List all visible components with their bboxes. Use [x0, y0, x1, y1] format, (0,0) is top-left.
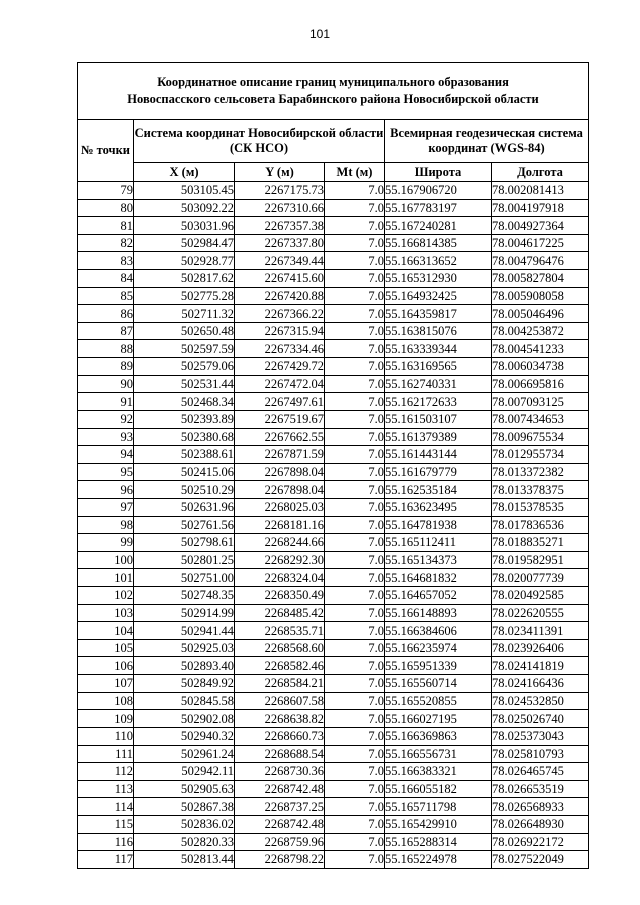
longitude-cell: 78.005827804 — [492, 270, 589, 288]
x-coordinate-cell: 503092.22 — [134, 199, 235, 217]
point-number-cell: 104 — [78, 622, 134, 640]
mt-value-cell: 7.0 — [325, 851, 385, 869]
point-number-cell: 93 — [78, 428, 134, 446]
longitude-cell: 78.013372382 — [492, 463, 589, 481]
point-number-cell: 92 — [78, 410, 134, 428]
table-row — [78, 410, 589, 428]
y-coordinate-cell: 2268742.48 — [235, 815, 325, 833]
y-coordinate-cell: 2268485.42 — [235, 604, 325, 622]
x-coordinate-cell: 502468.34 — [134, 393, 235, 411]
point-number-cell: 103 — [78, 604, 134, 622]
point-number-cell: 88 — [78, 340, 134, 358]
table-row — [78, 322, 589, 340]
x-coordinate-cell: 502942.11 — [134, 763, 235, 781]
x-coordinate-cell: 502902.08 — [134, 710, 235, 728]
longitude-cell: 78.004617225 — [492, 234, 589, 252]
table-row — [78, 569, 589, 587]
mt-value-cell: 7.0 — [325, 270, 385, 288]
table-row — [78, 622, 589, 640]
table-row — [78, 182, 589, 200]
mt-value-cell: 7.0 — [325, 217, 385, 235]
longitude-cell: 78.007434653 — [492, 410, 589, 428]
latitude-cell: 55.166055182 — [385, 780, 492, 798]
longitude-cell: 78.007093125 — [492, 393, 589, 411]
table-row — [78, 710, 589, 728]
latitude-cell: 55.165951339 — [385, 657, 492, 675]
latitude-cell: 55.163623495 — [385, 498, 492, 516]
point-number-cell: 107 — [78, 675, 134, 693]
mt-value-cell: 7.0 — [325, 463, 385, 481]
longitude-cell: 78.004197918 — [492, 199, 589, 217]
longitude-cell: 78.017836536 — [492, 516, 589, 534]
y-coordinate-cell: 2268688.54 — [235, 745, 325, 763]
longitude-cell: 78.026922172 — [492, 833, 589, 851]
y-coordinate-cell: 2267871.59 — [235, 446, 325, 464]
table-row — [78, 463, 589, 481]
x-coordinate-cell: 502940.32 — [134, 727, 235, 745]
latitude-cell: 55.167783197 — [385, 199, 492, 217]
mt-value-cell: 7.0 — [325, 428, 385, 446]
latitude-cell: 55.162740331 — [385, 375, 492, 393]
longitude-cell: 78.025373043 — [492, 727, 589, 745]
mt-value-cell: 7.0 — [325, 287, 385, 305]
longitude-cell: 78.019582951 — [492, 551, 589, 569]
table-row — [78, 375, 589, 393]
coordinates-table — [77, 62, 589, 869]
longitude-cell: 78.026465745 — [492, 763, 589, 781]
point-number-cell: 116 — [78, 833, 134, 851]
point-number-cell: 95 — [78, 463, 134, 481]
table-title — [78, 63, 589, 120]
mt-value-cell: 7.0 — [325, 534, 385, 552]
longitude-cell: 78.020492585 — [492, 587, 589, 605]
table-row — [78, 252, 589, 270]
y-coordinate-cell: 2268737.25 — [235, 798, 325, 816]
longitude-cell: 78.013378375 — [492, 481, 589, 499]
table-row — [78, 780, 589, 798]
x-coordinate-cell: 502836.02 — [134, 815, 235, 833]
latitude-cell: 55.166814385 — [385, 234, 492, 252]
x-coordinate-cell: 502388.61 — [134, 446, 235, 464]
mt-value-cell: 7.0 — [325, 234, 385, 252]
table-row — [78, 305, 589, 323]
y-coordinate-cell: 2267366.22 — [235, 305, 325, 323]
y-coordinate-cell: 2267497.61 — [235, 393, 325, 411]
latitude-cell: 55.164657052 — [385, 587, 492, 605]
mt-value-cell: 7.0 — [325, 675, 385, 693]
y-coordinate-cell: 2268742.48 — [235, 780, 325, 798]
x-coordinate-cell: 502798.61 — [134, 534, 235, 552]
point-number-cell: 90 — [78, 375, 134, 393]
longitude-cell: 78.023926406 — [492, 639, 589, 657]
latitude-cell: 55.161503107 — [385, 410, 492, 428]
mt-value-cell: 7.0 — [325, 657, 385, 675]
mt-value-cell: 7.0 — [325, 639, 385, 657]
x-coordinate-cell: 502813.44 — [134, 851, 235, 869]
point-number-cell: 82 — [78, 234, 134, 252]
table-row — [78, 516, 589, 534]
point-number-cell: 80 — [78, 199, 134, 217]
y-coordinate-cell: 2267472.04 — [235, 375, 325, 393]
x-coordinate-cell: 502893.40 — [134, 657, 235, 675]
point-number-cell: 81 — [78, 217, 134, 235]
latitude-cell: 55.166383321 — [385, 763, 492, 781]
mt-value-cell: 7.0 — [325, 446, 385, 464]
latitude-cell: 55.165134373 — [385, 551, 492, 569]
y-coordinate-cell: 2268660.73 — [235, 727, 325, 745]
mt-value-cell: 7.0 — [325, 305, 385, 323]
point-number-cell: 84 — [78, 270, 134, 288]
y-coordinate-cell: 2268244.66 — [235, 534, 325, 552]
point-number-cell: 87 — [78, 322, 134, 340]
latitude-cell: 55.166384606 — [385, 622, 492, 640]
mt-value-cell: 7.0 — [325, 481, 385, 499]
point-number-cell: 110 — [78, 727, 134, 745]
latitude-cell: 55.164359817 — [385, 305, 492, 323]
latitude-cell: 55.161679779 — [385, 463, 492, 481]
x-coordinate-cell: 502961.24 — [134, 745, 235, 763]
x-coordinate-cell: 502845.58 — [134, 692, 235, 710]
x-coordinate-cell: 502817.62 — [134, 270, 235, 288]
table-row — [78, 446, 589, 464]
y-coordinate-cell: 2268638.82 — [235, 710, 325, 728]
table-row — [78, 498, 589, 516]
table-row — [78, 199, 589, 217]
mt-value-cell: 7.0 — [325, 498, 385, 516]
point-number-cell: 83 — [78, 252, 134, 270]
latitude-cell: 55.162172633 — [385, 393, 492, 411]
mt-value-cell: 7.0 — [325, 727, 385, 745]
header-y: Y (м) — [235, 163, 325, 182]
table-row — [78, 217, 589, 235]
x-coordinate-cell: 502579.06 — [134, 358, 235, 376]
latitude-cell: 55.166556731 — [385, 745, 492, 763]
longitude-cell: 78.005908058 — [492, 287, 589, 305]
point-number-cell: 106 — [78, 657, 134, 675]
point-number-cell: 111 — [78, 745, 134, 763]
latitude-cell: 55.165224978 — [385, 851, 492, 869]
y-coordinate-cell: 2267662.55 — [235, 428, 325, 446]
mt-value-cell: 7.0 — [325, 780, 385, 798]
x-coordinate-cell: 503031.96 — [134, 217, 235, 235]
x-coordinate-cell: 502925.03 — [134, 639, 235, 657]
table-row — [78, 745, 589, 763]
longitude-cell: 78.004541233 — [492, 340, 589, 358]
mt-value-cell: 7.0 — [325, 375, 385, 393]
latitude-cell: 55.165288314 — [385, 833, 492, 851]
mt-value-cell: 7.0 — [325, 340, 385, 358]
point-number-cell: 94 — [78, 446, 134, 464]
table-row — [78, 393, 589, 411]
mt-value-cell: 7.0 — [325, 182, 385, 200]
header-mt: Mt (м) — [325, 163, 385, 182]
header-local-system: Система координат Новосибирской области (СК НСО) — [134, 120, 385, 163]
mt-value-cell: 7.0 — [325, 199, 385, 217]
longitude-cell: 78.025810793 — [492, 745, 589, 763]
point-number-cell: 105 — [78, 639, 134, 657]
table-row — [78, 851, 589, 869]
longitude-cell: 78.015378535 — [492, 498, 589, 516]
table-row — [78, 428, 589, 446]
header-latitude: Широта — [385, 163, 492, 182]
point-number-cell: 114 — [78, 798, 134, 816]
table-row — [78, 481, 589, 499]
mt-value-cell: 7.0 — [325, 833, 385, 851]
x-coordinate-cell: 502650.48 — [134, 322, 235, 340]
y-coordinate-cell: 2268798.22 — [235, 851, 325, 869]
table-row — [78, 534, 589, 552]
x-coordinate-cell: 502914.99 — [134, 604, 235, 622]
latitude-cell: 55.166027195 — [385, 710, 492, 728]
table-row — [78, 604, 589, 622]
latitude-cell: 55.165312930 — [385, 270, 492, 288]
longitude-cell: 78.027522049 — [492, 851, 589, 869]
x-coordinate-cell: 502510.29 — [134, 481, 235, 499]
table-row — [78, 727, 589, 745]
mt-value-cell: 7.0 — [325, 358, 385, 376]
latitude-cell: 55.166235974 — [385, 639, 492, 657]
point-number-cell: 79 — [78, 182, 134, 200]
table-row — [78, 287, 589, 305]
longitude-cell: 78.026648930 — [492, 815, 589, 833]
longitude-cell: 78.020077739 — [492, 569, 589, 587]
mt-value-cell: 7.0 — [325, 551, 385, 569]
longitude-cell: 78.025026740 — [492, 710, 589, 728]
longitude-cell: 78.004796476 — [492, 252, 589, 270]
point-number-cell: 117 — [78, 851, 134, 869]
y-coordinate-cell: 2267334.46 — [235, 340, 325, 358]
x-coordinate-cell: 502801.25 — [134, 551, 235, 569]
longitude-cell: 78.006695816 — [492, 375, 589, 393]
table-row — [78, 657, 589, 675]
longitude-cell: 78.009675534 — [492, 428, 589, 446]
y-coordinate-cell: 2267175.73 — [235, 182, 325, 200]
mt-value-cell: 7.0 — [325, 410, 385, 428]
point-number-cell: 101 — [78, 569, 134, 587]
latitude-cell: 55.163815076 — [385, 322, 492, 340]
point-number-cell: 102 — [78, 587, 134, 605]
y-coordinate-cell: 2268292.30 — [235, 551, 325, 569]
table-row — [78, 551, 589, 569]
table-row — [78, 358, 589, 376]
x-coordinate-cell: 502849.92 — [134, 675, 235, 693]
y-coordinate-cell: 2268324.04 — [235, 569, 325, 587]
x-coordinate-cell: 502928.77 — [134, 252, 235, 270]
point-number-cell: 86 — [78, 305, 134, 323]
x-coordinate-cell: 502941.44 — [134, 622, 235, 640]
longitude-cell: 78.022620555 — [492, 604, 589, 622]
table-row — [78, 815, 589, 833]
point-number-cell: 85 — [78, 287, 134, 305]
mt-value-cell: 7.0 — [325, 569, 385, 587]
y-coordinate-cell: 2268730.36 — [235, 763, 325, 781]
point-number-cell: 98 — [78, 516, 134, 534]
latitude-cell: 55.165520855 — [385, 692, 492, 710]
mt-value-cell: 7.0 — [325, 745, 385, 763]
longitude-cell: 78.006034738 — [492, 358, 589, 376]
x-coordinate-cell: 502393.89 — [134, 410, 235, 428]
point-number-cell: 108 — [78, 692, 134, 710]
table-row — [78, 798, 589, 816]
longitude-cell: 78.024141819 — [492, 657, 589, 675]
y-coordinate-cell: 2268607.58 — [235, 692, 325, 710]
y-coordinate-cell: 2268568.60 — [235, 639, 325, 657]
point-number-cell: 89 — [78, 358, 134, 376]
latitude-cell: 55.164781938 — [385, 516, 492, 534]
header-longitude: Долгота — [492, 163, 589, 182]
table-row — [78, 675, 589, 693]
mt-value-cell: 7.0 — [325, 692, 385, 710]
point-number-cell: 99 — [78, 534, 134, 552]
latitude-cell: 55.161443144 — [385, 446, 492, 464]
mt-value-cell: 7.0 — [325, 516, 385, 534]
x-coordinate-cell: 502751.00 — [134, 569, 235, 587]
y-coordinate-cell: 2267429.72 — [235, 358, 325, 376]
mt-value-cell: 7.0 — [325, 798, 385, 816]
header-wgs-system: Всемирная геодезическая система координат (WGS-84) — [385, 120, 589, 163]
point-number-cell: 91 — [78, 393, 134, 411]
point-number-cell: 109 — [78, 710, 134, 728]
longitude-cell: 78.018835271 — [492, 534, 589, 552]
longitude-cell: 78.026568933 — [492, 798, 589, 816]
mt-value-cell: 7.0 — [325, 622, 385, 640]
x-coordinate-cell: 502711.32 — [134, 305, 235, 323]
y-coordinate-cell: 2267415.60 — [235, 270, 325, 288]
table-row — [78, 763, 589, 781]
latitude-cell: 55.165112411 — [385, 534, 492, 552]
y-coordinate-cell: 2268535.71 — [235, 622, 325, 640]
x-coordinate-cell: 502820.33 — [134, 833, 235, 851]
header-x: X (м) — [134, 163, 235, 182]
latitude-cell: 55.161379389 — [385, 428, 492, 446]
y-coordinate-cell: 2267898.04 — [235, 463, 325, 481]
table-row — [78, 270, 589, 288]
mt-value-cell: 7.0 — [325, 763, 385, 781]
longitude-cell: 78.026653519 — [492, 780, 589, 798]
mt-value-cell: 7.0 — [325, 587, 385, 605]
title-line-2: Новоспасского сельсовета Барабинского района Новосибирской области — [127, 92, 539, 106]
latitude-cell: 55.162535184 — [385, 481, 492, 499]
table-row — [78, 234, 589, 252]
x-coordinate-cell: 502905.63 — [134, 780, 235, 798]
longitude-cell: 78.004253872 — [492, 322, 589, 340]
latitude-cell: 55.166313652 — [385, 252, 492, 270]
x-coordinate-cell: 502775.28 — [134, 287, 235, 305]
latitude-cell: 55.165711798 — [385, 798, 492, 816]
latitude-cell: 55.165429910 — [385, 815, 492, 833]
table-row — [78, 639, 589, 657]
latitude-cell: 55.163339344 — [385, 340, 492, 358]
latitude-cell: 55.165560714 — [385, 675, 492, 693]
x-coordinate-cell: 502531.44 — [134, 375, 235, 393]
table-row — [78, 587, 589, 605]
latitude-cell: 55.167906720 — [385, 182, 492, 200]
latitude-cell: 55.166148893 — [385, 604, 492, 622]
mt-value-cell: 7.0 — [325, 322, 385, 340]
y-coordinate-cell: 2268759.96 — [235, 833, 325, 851]
title-line-1: Координатное описание границ муниципального образования — [157, 75, 509, 89]
x-coordinate-cell: 502867.38 — [134, 798, 235, 816]
y-coordinate-cell: 2268181.16 — [235, 516, 325, 534]
y-coordinate-cell: 2268584.21 — [235, 675, 325, 693]
table-row — [78, 340, 589, 358]
point-number-cell: 113 — [78, 780, 134, 798]
x-coordinate-cell: 502984.47 — [134, 234, 235, 252]
point-number-cell: 115 — [78, 815, 134, 833]
point-number-cell: 100 — [78, 551, 134, 569]
x-coordinate-cell: 502761.56 — [134, 516, 235, 534]
x-coordinate-cell: 502597.59 — [134, 340, 235, 358]
page-number: 101 — [309, 27, 331, 41]
mt-value-cell: 7.0 — [325, 815, 385, 833]
x-coordinate-cell: 502415.06 — [134, 463, 235, 481]
latitude-cell: 55.166369863 — [385, 727, 492, 745]
longitude-cell: 78.024166436 — [492, 675, 589, 693]
y-coordinate-cell: 2267357.38 — [235, 217, 325, 235]
y-coordinate-cell: 2267315.94 — [235, 322, 325, 340]
y-coordinate-cell: 2267519.67 — [235, 410, 325, 428]
y-coordinate-cell: 2268582.46 — [235, 657, 325, 675]
table-row — [78, 833, 589, 851]
latitude-cell: 55.163169565 — [385, 358, 492, 376]
y-coordinate-cell: 2267337.80 — [235, 234, 325, 252]
point-number-cell: 97 — [78, 498, 134, 516]
header-point-number: № точки — [78, 120, 134, 182]
latitude-cell: 55.167240281 — [385, 217, 492, 235]
mt-value-cell: 7.0 — [325, 252, 385, 270]
latitude-cell: 55.164932425 — [385, 287, 492, 305]
y-coordinate-cell: 2268350.49 — [235, 587, 325, 605]
mt-value-cell: 7.0 — [325, 710, 385, 728]
mt-value-cell: 7.0 — [325, 604, 385, 622]
x-coordinate-cell: 503105.45 — [134, 182, 235, 200]
longitude-cell: 78.004927364 — [492, 217, 589, 235]
x-coordinate-cell: 502748.35 — [134, 587, 235, 605]
y-coordinate-cell: 2268025.03 — [235, 498, 325, 516]
point-number-cell: 112 — [78, 763, 134, 781]
y-coordinate-cell: 2267349.44 — [235, 252, 325, 270]
mt-value-cell: 7.0 — [325, 393, 385, 411]
table-body — [78, 182, 589, 869]
longitude-cell: 78.024532850 — [492, 692, 589, 710]
y-coordinate-cell: 2267898.04 — [235, 481, 325, 499]
longitude-cell: 78.005046496 — [492, 305, 589, 323]
y-coordinate-cell: 2267310.66 — [235, 199, 325, 217]
longitude-cell: 78.002081413 — [492, 182, 589, 200]
longitude-cell: 78.012955734 — [492, 446, 589, 464]
x-coordinate-cell: 502380.68 — [134, 428, 235, 446]
point-number-cell: 96 — [78, 481, 134, 499]
latitude-cell: 55.164681832 — [385, 569, 492, 587]
table-row — [78, 692, 589, 710]
x-coordinate-cell: 502631.96 — [134, 498, 235, 516]
longitude-cell: 78.023411391 — [492, 622, 589, 640]
y-coordinate-cell: 2267420.88 — [235, 287, 325, 305]
